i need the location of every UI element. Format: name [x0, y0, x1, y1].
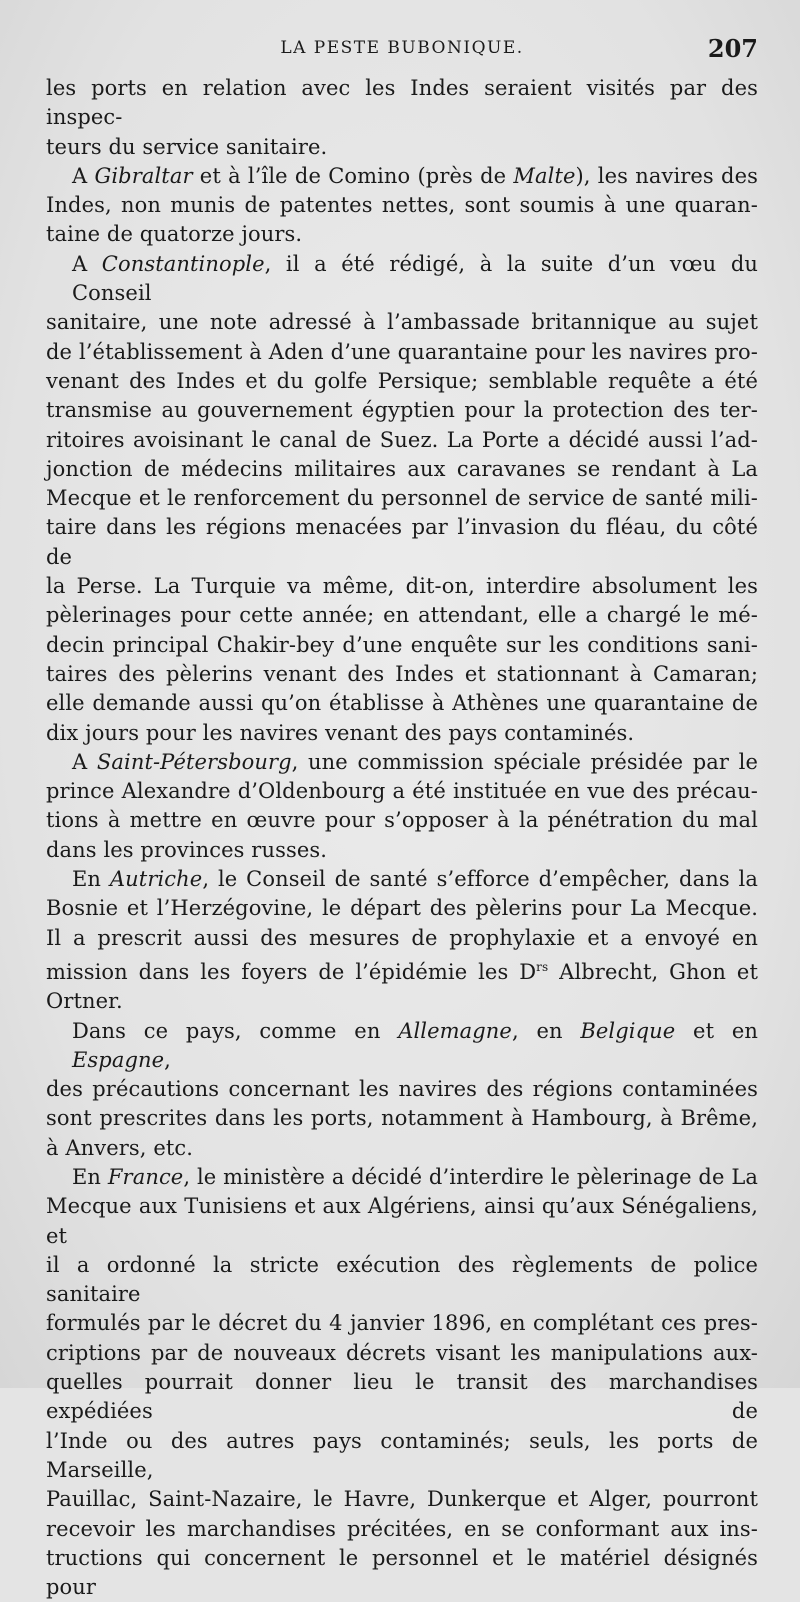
text-line: A Saint-Pétersbourg, une commission spéciale présidée par le	[72, 749, 759, 774]
text-line: mission dans les foyers de l’épidémie les $D^{rs}$ Albrecht, Ghon et	[46, 959, 758, 984]
text-line: elle demande aussi qu’on établisse à Athènes une quarantaine de	[46, 691, 758, 716]
text-line: prince Alexandre d’Oldenbourg a été instituée en vue des précau-	[46, 779, 758, 804]
page-header	[46, 34, 758, 66]
text-line: recevoir les marchandises précitées, en se conformant aux ins-	[46, 1516, 758, 1541]
text-line: dans les provinces russes.	[46, 837, 328, 862]
text-line: transmise au gouvernement égyptien pour la protection des ter-	[46, 398, 758, 423]
body-text	[46, 74, 758, 1602]
text-line: tions à mettre en œuvre pour s’opposer à la pénétration du mal	[46, 808, 758, 833]
text-line: A Constantinople, il a été rédigé, à la suite d’un vœu du Conseil	[72, 251, 758, 306]
page-number: 207	[707, 34, 758, 63]
text-line: En France, le ministère a décidé d’interdire le pèlerinage de La	[72, 1164, 758, 1189]
text-line: A Gibraltar et à l’île de Comino (près de Malte), les navires des	[72, 163, 758, 188]
text-line: sont prescrites dans les ports, notamment à Hambourg, à Brême,	[46, 1106, 758, 1131]
text-line: teurs du service sanitaire.	[46, 134, 328, 159]
text-line: Bosnie et l’Herzégovine, le départ des pèlerins pour La Mecque.	[46, 896, 758, 921]
text-line: la Perse. La Turquie va même, dit-on, interdire absolument les	[46, 574, 758, 599]
text-line: Indes, non munis de patentes nettes, sont soumis à une quaran-	[46, 193, 758, 218]
text-line: quelles pourrait donner lieu le transit des marchandises expédiées de	[46, 1370, 758, 1424]
text-line: Il a prescrit aussi des mesures de prophylaxie et a envoyé en	[46, 925, 758, 950]
text-line: tructions qui concernent le personnel et le matériel désignés pour	[46, 1545, 758, 1600]
running-title: LA PESTE BUBONIQUE.	[280, 38, 524, 58]
text-line: dix jours pour les navires venant des pays contaminés.	[46, 720, 635, 745]
text-line: Dans ce pays, comme en Allemagne, en Belgique et en Espagne,	[72, 1018, 758, 1072]
text-line: Mecque aux Tunisiens et aux Algériens, ainsi qu’aux Sénégaliens, et	[46, 1194, 758, 1248]
text-line: ritoires avoisinant le canal de Suez. La Porte a décidé aussi l’ad-	[46, 427, 758, 452]
text-line: les ports en relation avec les Indes seraient visités par des inspec-	[46, 76, 758, 130]
text-line: pèlerinages pour cette année; en attendant, elle a chargé le mé-	[46, 603, 758, 628]
text-line: sanitaire, une note adressé à l’ambassade britannique au sujet	[46, 310, 758, 335]
text-line: taire dans les régions menacées par l’invasion du fléau, du côté de	[46, 515, 758, 569]
text-line: En Autriche, le Conseil de santé s’efforce d’empêcher, dans la	[72, 867, 758, 892]
text-line: il a ordonné la stricte exécution des règlements de police sanitaire	[46, 1252, 758, 1307]
text-line: venant des Indes et du golfe Persique; semblable requête a été	[46, 368, 758, 393]
text-line: Mecque et le renforcement du personnel de service de santé mili-	[46, 486, 758, 511]
text-line: l’Inde ou des autres pays contaminés; seuls, les ports de Marseille,	[46, 1428, 758, 1482]
text-line: jonction de médecins militaires aux caravanes se rendant à La	[46, 456, 758, 481]
text-line: criptions par de nouveaux décrets visant les manipulations aux-	[46, 1340, 758, 1365]
text-line: à Anvers, etc.	[46, 1135, 194, 1160]
text-line: Pauillac, Saint-Nazaire, le Havre, Dunkerque et Alger, pourront	[46, 1487, 758, 1512]
text-line: taires des pèlerins venant des Indes et stationnant à Camaran;	[46, 661, 758, 686]
text-line: Ortner.	[46, 989, 123, 1014]
text-line: des précautions concernant les navires des régions contaminées	[46, 1077, 758, 1102]
text-line: decin principal Chakir-bey d’une enquête sur les conditions sani-	[46, 632, 758, 657]
text-line: formulés par le décret du 4 janvier 1896, en complétant ces pres-	[46, 1311, 758, 1336]
text-line: taine de quatorze jours.	[46, 222, 303, 247]
text-line: de l’établissement à Aden d’une quarantaine pour les navires pro-	[46, 339, 758, 364]
